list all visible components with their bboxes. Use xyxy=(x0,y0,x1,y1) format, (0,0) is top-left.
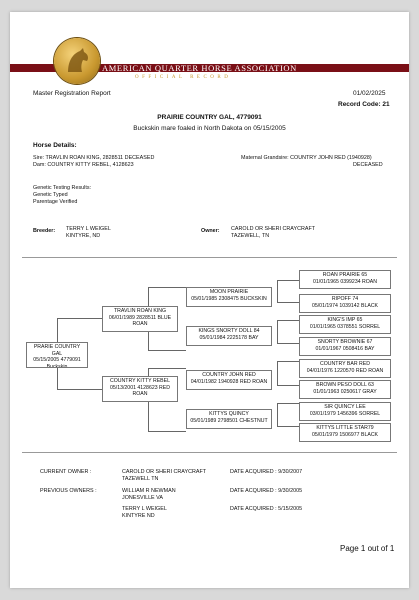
horse-name: PRAIRIE COUNTRY GAL, 4779091 xyxy=(157,114,262,121)
maternal-grandsire: Maternal Grandsire: COUNTRY JOHN RED (1940928) xyxy=(241,155,372,161)
pedigree-dam-sire: COUNTRY JOHN RED 04/01/1982 1940928 RED ROAN xyxy=(186,370,272,390)
document-page xyxy=(10,12,409,588)
previous-owner-1-city: JONESVILLE VA xyxy=(122,495,163,501)
pedigree-sire: TRAVLIN ROAN KING 06/01/1989 2828511 BLUE ROAN xyxy=(102,306,178,332)
report-title: Master Registration Report xyxy=(33,90,111,97)
sire-line: Sire: TRAVLIN ROAN KING, 2828511 DECEASED xyxy=(33,155,155,161)
parentage-verified: Parentage Verified xyxy=(33,199,78,205)
previous-owner-2-date: DATE ACQUIRED : 5/15/2005 xyxy=(230,506,303,512)
breeder-name: TERRY L WEIGEL xyxy=(66,226,111,232)
current-owner-date: DATE ACQUIRED : 9/30/2007 xyxy=(230,469,303,475)
pedigree-gg-4: SNORTY BROWNIE 67 01/01/1967 0508416 BAY xyxy=(299,337,391,356)
pedigree-sire-sire: MOON PRAIRIE 05/01/1985 2308475 BUCKSKIN xyxy=(186,287,272,307)
pedigree-dam: COUNTRY KITTY REBEL 05/13/2001 4128623 RED ROAN xyxy=(102,376,178,402)
pedigree-sire-dam: KINGS SNORTY DOLL 84 05/01/1984 2225178 BAY xyxy=(186,326,272,346)
horse-description: Buckskin mare foaled in North Dakota on 05/15/2005 xyxy=(133,125,286,132)
owner-label: Owner: xyxy=(201,228,220,234)
pedigree-gg-2: RIPOFF 74 05/01/1974 1039142 BLACK xyxy=(299,294,391,313)
pedigree-gg-1: ROAN PRAIRIE 65 01/01/1965 0399234 ROAN xyxy=(299,270,391,289)
previous-owner-1-name: WILLIAM R NEWMAN xyxy=(122,488,176,494)
breeder-city: KINTYRE, ND xyxy=(66,233,101,239)
pedigree-dam-dam: KITTYS QUINCY 05/01/1989 2798501 CHESTNUT xyxy=(186,409,272,429)
previous-owner-2-city: KINTYRE ND xyxy=(122,513,155,519)
pedigree-gg-7: SIR QUINCY LEE 03/01/1979 1456396 SORREL xyxy=(299,402,391,421)
aqha-logo xyxy=(54,38,100,84)
details-heading: Horse Details: xyxy=(33,142,77,149)
current-owner-name: CAROLD OR SHERI CRAYCRAFT xyxy=(122,469,207,475)
pedigree-subject: PRARIE COUNTRY GAL 05/15/2005 4779091 Buckskin xyxy=(26,342,88,368)
org-subtitle: OFFICIAL RECORD xyxy=(135,75,232,80)
owner-city: TAZEWELL, TN xyxy=(231,233,270,239)
pedigree-gg-8: KITTYS LITTLE STAR79 05/01/1979 1506977 BLACK xyxy=(299,423,391,442)
org-name: AMERICAN QUARTER HORSE ASSOCIATION xyxy=(102,63,297,73)
horse-head-icon xyxy=(60,44,94,78)
current-owner-city: TAZEWELL TN xyxy=(122,476,159,482)
owner-name: CAROLD OR SHERI CRAYCRAFT xyxy=(231,226,316,232)
current-owner-label: CURRENT OWNER : xyxy=(40,469,92,475)
maternal-grandsire-status: DECEASED xyxy=(353,162,383,168)
pedigree-gg-5: COUNTRY BAR RED 04/01/1976 1220570 RED ROAN xyxy=(299,359,391,378)
pedigree-gg-3: KING'S IMP 65 01/01/1965 0378551 SORREL xyxy=(299,315,391,334)
report-date: 01/02/2025 xyxy=(353,90,386,97)
genetic-heading: Genetic Testing Results: xyxy=(33,185,92,191)
record-code: Record Code: 21 xyxy=(338,101,390,108)
dam-line: Dam: COUNTRY KITTY REBEL, 4128623 xyxy=(33,162,134,168)
genetic-typed: Genetic Typed xyxy=(33,192,68,198)
previous-owner-2-name: TERRY L WEIGEL xyxy=(122,506,167,512)
page-number: Page 1 out of 1 xyxy=(340,544,395,553)
divider-bottom xyxy=(22,452,397,453)
previous-owners-label: PREVIOUS OWNERS : xyxy=(40,488,97,494)
previous-owner-1-date: DATE ACQUIRED : 9/30/2005 xyxy=(230,488,303,494)
pedigree-gg-6: BROWN PESO DOLL 63 01/01/1963 0250617 GRAY xyxy=(299,380,391,399)
divider-top xyxy=(22,257,397,258)
breeder-label: Breeder: xyxy=(33,228,56,234)
